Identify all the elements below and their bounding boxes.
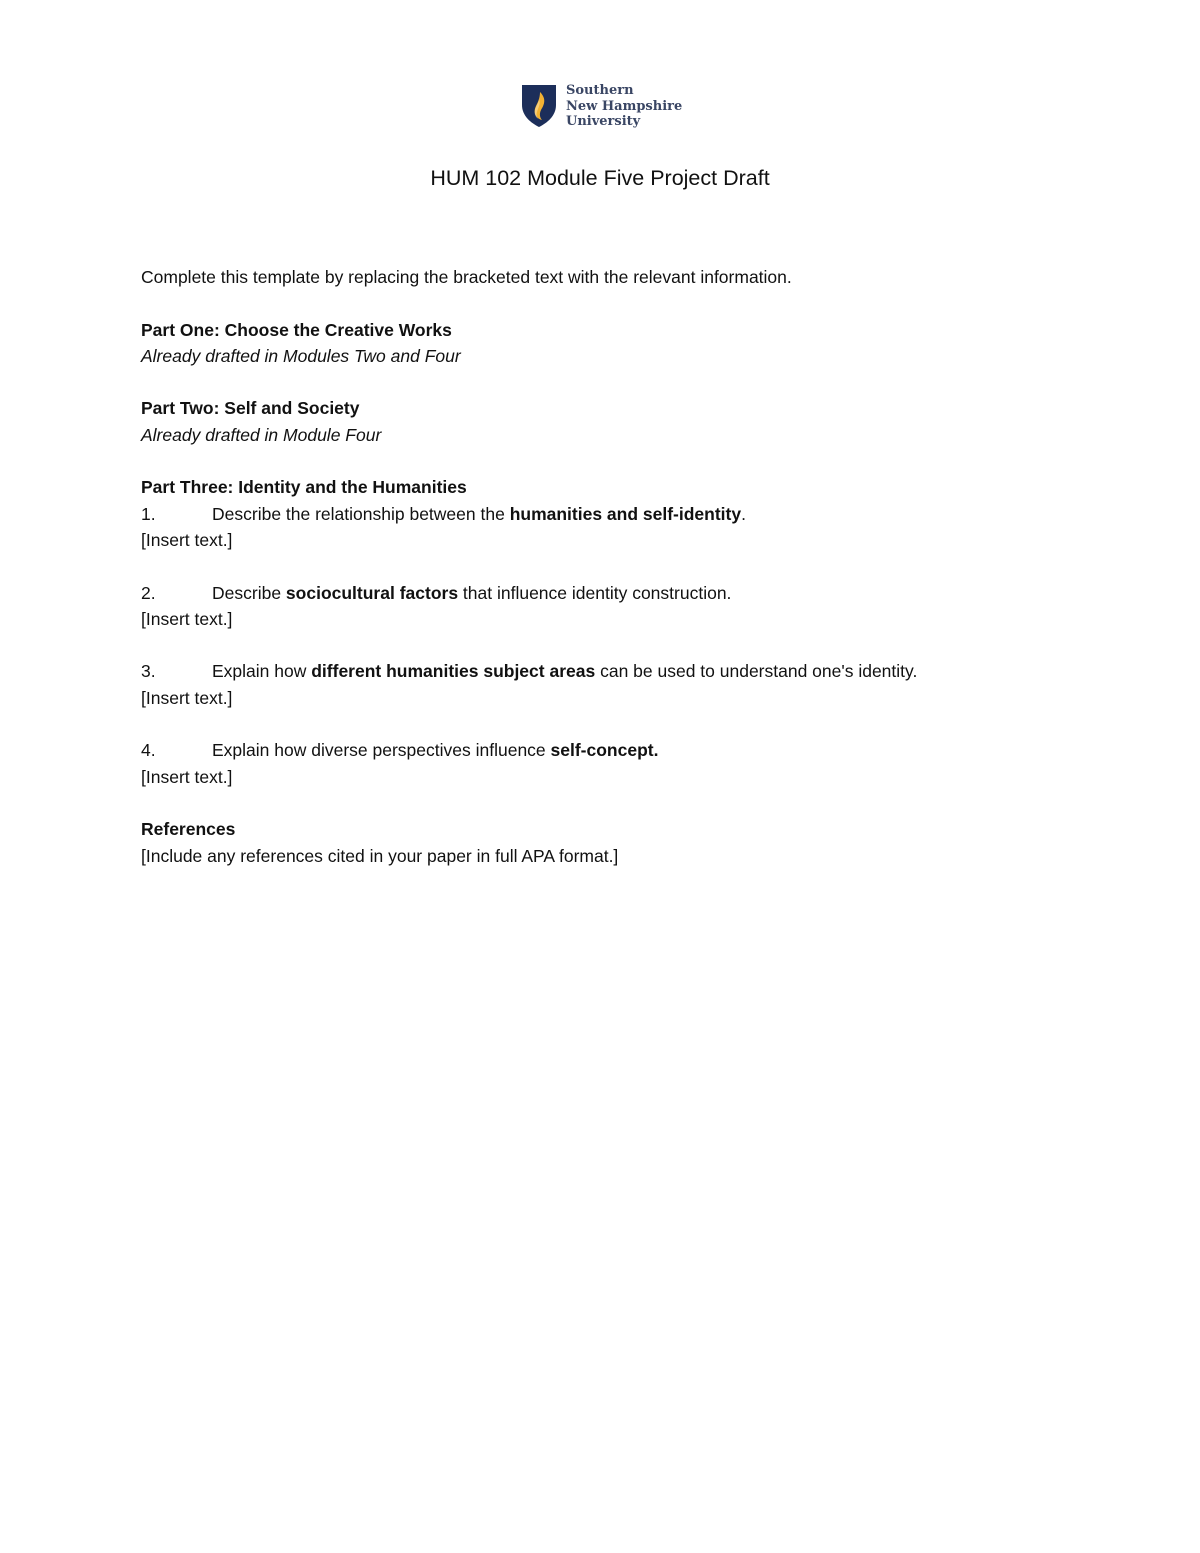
insert-text-placeholder[interactable]: [Insert text.] (141, 529, 233, 550)
part-two-note: Already drafted in Module Four (141, 424, 382, 445)
list-item (141, 501, 1121, 527)
logo-wordmark (566, 83, 682, 130)
part-one-note: Already drafted in Modules Two and Four (141, 345, 461, 366)
item-text-end: . (741, 503, 746, 524)
insert-text-placeholder[interactable]: [Insert text.] (141, 766, 233, 787)
references-placeholder[interactable]: [Include any references cited in your paper in full APA format.] (141, 845, 619, 866)
item-text: Describe (212, 582, 286, 603)
document-body (141, 264, 1121, 869)
logo-line-3: University (566, 114, 641, 129)
item-text-end: that influence identity construction. (458, 582, 732, 603)
list-item (141, 658, 1121, 684)
item-text-end: can be used to understand one's identity. (595, 661, 918, 682)
references-heading: References (141, 819, 236, 840)
item-text: Describe the relationship between the (212, 503, 510, 524)
part-one-heading: Part One: Choose the Creative Works (141, 319, 452, 340)
logo-line-1: Southern (566, 83, 634, 98)
list-item (141, 737, 1121, 763)
item-text: Explain how diverse perspectives influence (212, 740, 551, 761)
insert-text-placeholder[interactable]: [Insert text.] (141, 687, 233, 708)
part-three-heading: Part Three: Identity and the Humanities (141, 477, 467, 498)
item-number: 3. (141, 661, 156, 682)
item-number: 2. (141, 582, 156, 603)
part-two-heading: Part Two: Self and Society (141, 398, 360, 419)
insert-text-placeholder[interactable]: [Insert text.] (141, 608, 233, 629)
item-bold-text: sociocultural factors (285, 582, 459, 603)
shield-flame-icon (520, 83, 558, 129)
item-number: 1. (141, 503, 156, 524)
logo-line-2: New Hampshire (566, 98, 683, 114)
document-title: HUM 102 Module Five Project Draft (430, 166, 770, 190)
item-text: Explain how (212, 661, 312, 682)
item-bold-text: different humanities subject areas (311, 661, 596, 682)
item-number: 4. (141, 740, 156, 761)
university-logo (520, 83, 682, 130)
instruction-text: Complete this template by replacing the bracketed text with the relevant information. (141, 267, 792, 287)
item-bold-text: humanities and self-identity (509, 503, 742, 524)
list-item (141, 580, 1121, 606)
item-bold-text: self-concept. (550, 740, 659, 761)
